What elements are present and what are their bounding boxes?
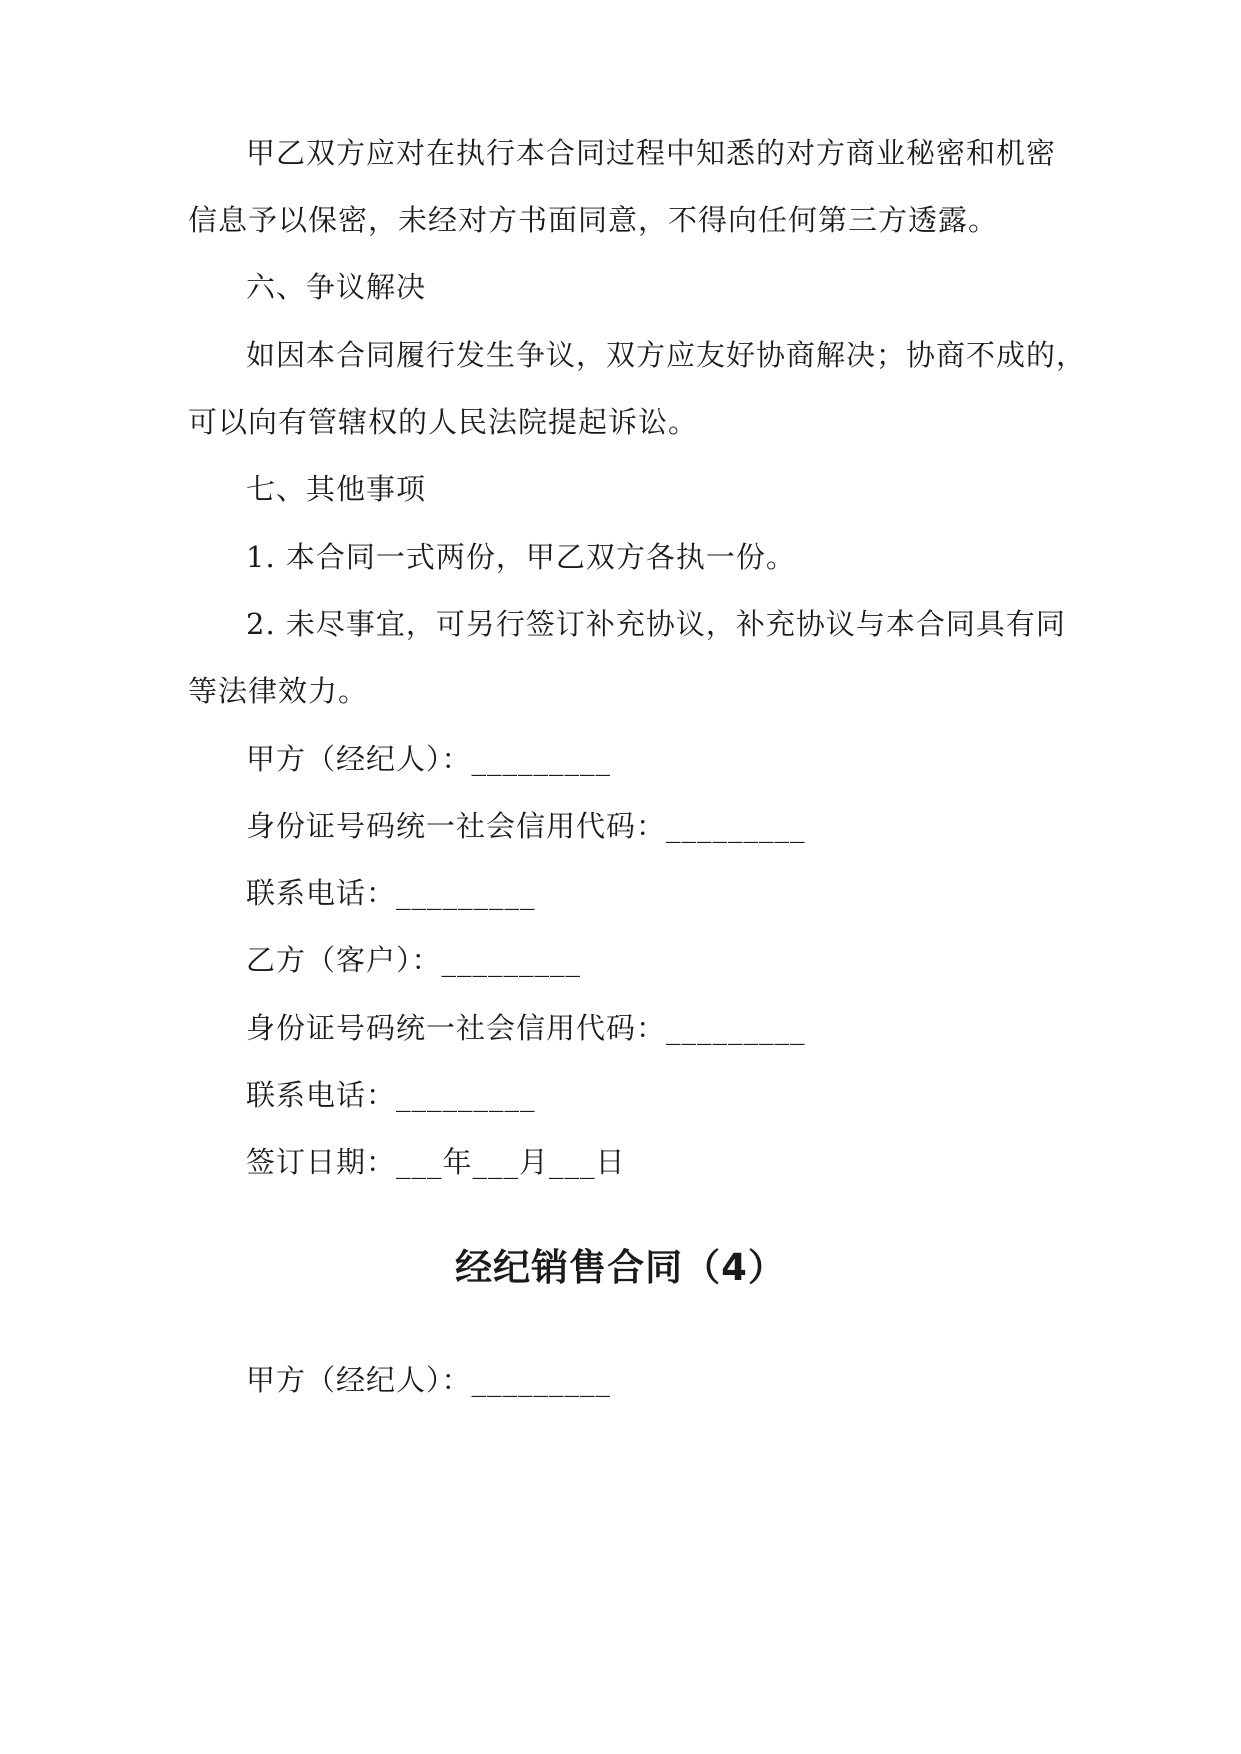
clause-item-1: 1. 本合同一式两份，甲乙双方各执一份。 (246, 540, 796, 574)
next-contract-title: 经纪销售合同（4） (455, 1246, 786, 1289)
section-6-heading: 六、争议解决 (246, 270, 427, 304)
clause-item-2-line-1: 2. 未尽事宜，可另行签订补充协议，补充协议与本合同具有同 (246, 607, 1066, 641)
party-b-signature-line: 乙方（客户）：_________ (246, 943, 582, 977)
party-a-id-line: 身份证号码统一社会信用代码：_________ (246, 809, 806, 843)
dispute-paragraph-line-2: 可以向有管辖权的人民法院提起诉讼。 (188, 405, 699, 439)
next-contract-party-a-line: 甲方（经纪人）：_________ (246, 1363, 612, 1397)
dispute-paragraph-line-1: 如因本合同履行发生争议，双方应友好协商解决；协商不成的， (246, 338, 1087, 372)
confidentiality-paragraph-line-2: 信息予以保密，未经对方书面同意，不得向任何第三方透露。 (188, 203, 999, 237)
party-b-phone-line: 联系电话：_________ (246, 1078, 536, 1112)
confidentiality-paragraph-line-1: 甲乙双方应对在执行本合同过程中知悉的对方商业秘密和机密 (246, 136, 1057, 170)
party-a-phone-line: 联系电话：_________ (246, 876, 536, 910)
sign-date-line: 签订日期：___年___月___日 (246, 1145, 626, 1179)
section-7-heading: 七、其他事项 (246, 472, 427, 506)
party-a-signature-line: 甲方（经纪人）：_________ (246, 742, 612, 776)
party-b-id-line: 身份证号码统一社会信用代码：_________ (246, 1011, 806, 1045)
clause-item-2-line-2: 等法律效力。 (188, 674, 369, 708)
